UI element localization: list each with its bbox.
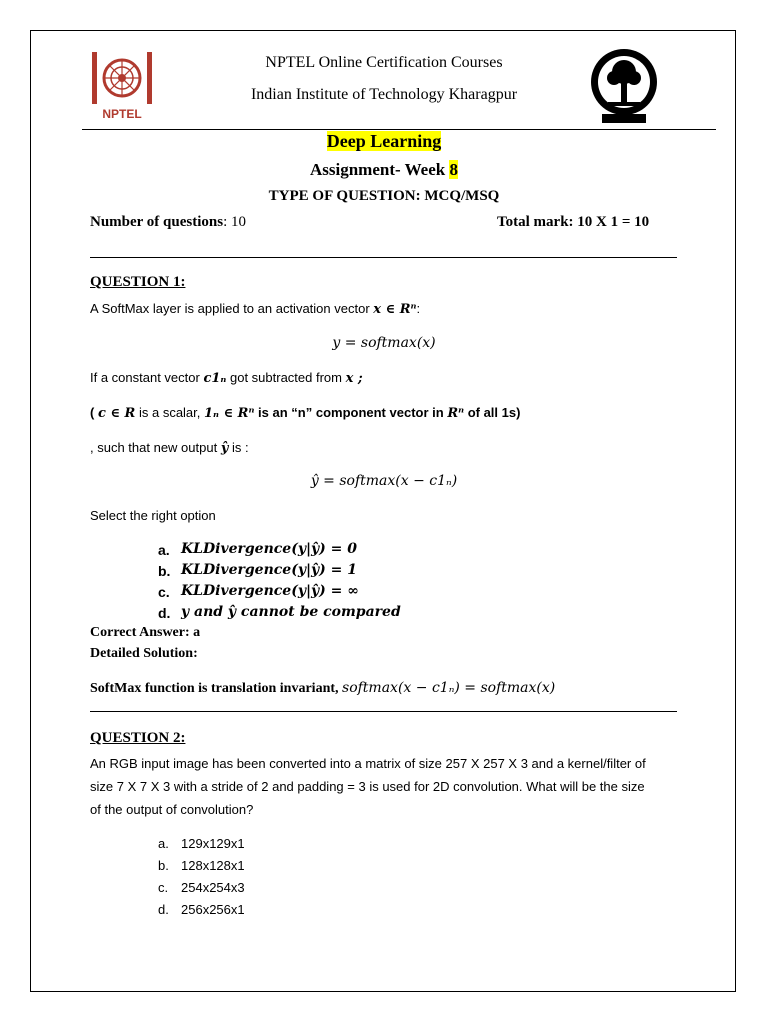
q2-option-c[interactable]: 254x254x3 (181, 880, 245, 895)
q1-line4-math: ŷ (220, 441, 229, 456)
assignment-title (0, 160, 768, 180)
number-of-questions-label: Number of questions (90, 214, 224, 230)
q1-line3-math2: 1ₙ ∈ Rⁿ (204, 406, 255, 421)
question-type: TYPE OF QUESTION: MCQ/MSQ (268, 188, 500, 204)
section-divider-1 (90, 257, 677, 258)
q2-body-line-1: An RGB input image has been converted into a matrix of size 257 X 257 X 3 and a kernel/filter of (90, 756, 646, 771)
q1-line-3 (90, 405, 520, 421)
header-institution-line2: Indian Institute of Technology Kharagpur (250, 86, 518, 103)
number-of-questions-value: : 10 (223, 214, 246, 230)
q2-option-c-letter: c. (158, 880, 169, 895)
q1-solution-math: softmax(x − c1ₙ) = softmax(x) (342, 680, 556, 696)
q1-option-a-letter: a. (158, 542, 170, 558)
q1-line3-text2: is an “n” component vector in (254, 405, 448, 420)
q1-solution-text: SoftMax function is translation invariant, (90, 681, 343, 696)
course-title-text: Deep Learning (326, 131, 442, 151)
q1-solution (90, 680, 555, 697)
header-divider (82, 129, 716, 130)
q2-option-d[interactable]: 256x256x1 (181, 902, 245, 917)
q1-intro-end: : (416, 301, 421, 316)
q1-intro (90, 301, 420, 317)
course-title (0, 131, 768, 152)
q1-line-2 (90, 370, 363, 386)
q2-option-a[interactable]: 129x129x1 (181, 836, 245, 851)
q1-line2-math2: x ; (345, 371, 363, 386)
assignment-prefix: Assignment- Week (310, 160, 450, 179)
header-institution-line1: NPTEL Online Certification Courses (265, 54, 503, 71)
q1-select-prompt: Select the right option (90, 508, 216, 523)
q1-line3-text1: is a scalar, (135, 405, 204, 420)
q1-equation-1: y = softmax(x) (332, 335, 436, 351)
q2-body-line-3: of the output of convolution? (90, 802, 254, 817)
q1-option-d[interactable]: y and ŷ cannot be compared (181, 604, 401, 620)
q2-option-b[interactable]: 128x128x1 (181, 858, 245, 873)
q1-line3-text3: of all 1s) (464, 405, 521, 420)
question-1-heading: QUESTION 1: (90, 274, 186, 290)
q1-option-d-letter: d. (158, 605, 171, 621)
total-mark: Total mark: 10 X 1 = 10 (497, 214, 650, 230)
q1-line3-open: ( (90, 405, 98, 420)
nptel-logo-text: NPTEL (102, 107, 142, 121)
number-of-questions (90, 214, 246, 231)
q1-option-a[interactable]: KLDivergence(y|ŷ) = 0 (181, 541, 358, 557)
q2-option-d-letter: d. (158, 902, 169, 917)
q1-line4-text: , such that new output (90, 440, 221, 455)
q1-line3-math1: c ∈ R (97, 406, 136, 421)
q1-intro-math: x ∈ Rⁿ (373, 302, 417, 317)
q1-line-4 (90, 440, 249, 456)
q1-correct-answer: Correct Answer: a (90, 625, 201, 640)
q1-option-c[interactable]: KLDivergence(y|ŷ) = ∞ (181, 583, 359, 599)
q1-line2-mid: got subtracted from (226, 370, 346, 385)
q1-option-b-letter: b. (158, 563, 171, 579)
q1-line3-math3: Rⁿ (447, 406, 465, 421)
q1-option-c-letter: c. (158, 584, 170, 600)
q1-line2-text: If a constant vector (90, 370, 204, 385)
q1-intro-text: A SoftMax layer is applied to an activation vector (90, 301, 374, 316)
q1-detailed-solution-label: Detailed Solution: (90, 646, 198, 661)
assignment-week: 8 (449, 160, 458, 179)
q2-option-b-letter: b. (158, 858, 169, 873)
q2-option-a-letter: a. (158, 836, 169, 851)
q1-option-b[interactable]: KLDivergence(y|ŷ) = 1 (181, 562, 358, 578)
q1-line2-math: c1ₙ (203, 371, 227, 386)
q2-body-line-2: size 7 X 7 X 3 with a stride of 2 and padding = 3 is used for 2D convolution. What will be the size (90, 779, 645, 794)
q1-equation-2: ŷ = softmax(x − c1ₙ) (310, 473, 458, 489)
question-2-heading: QUESTION 2: (90, 730, 186, 746)
section-divider-2 (90, 711, 677, 712)
q1-line4-end: is : (228, 440, 249, 455)
